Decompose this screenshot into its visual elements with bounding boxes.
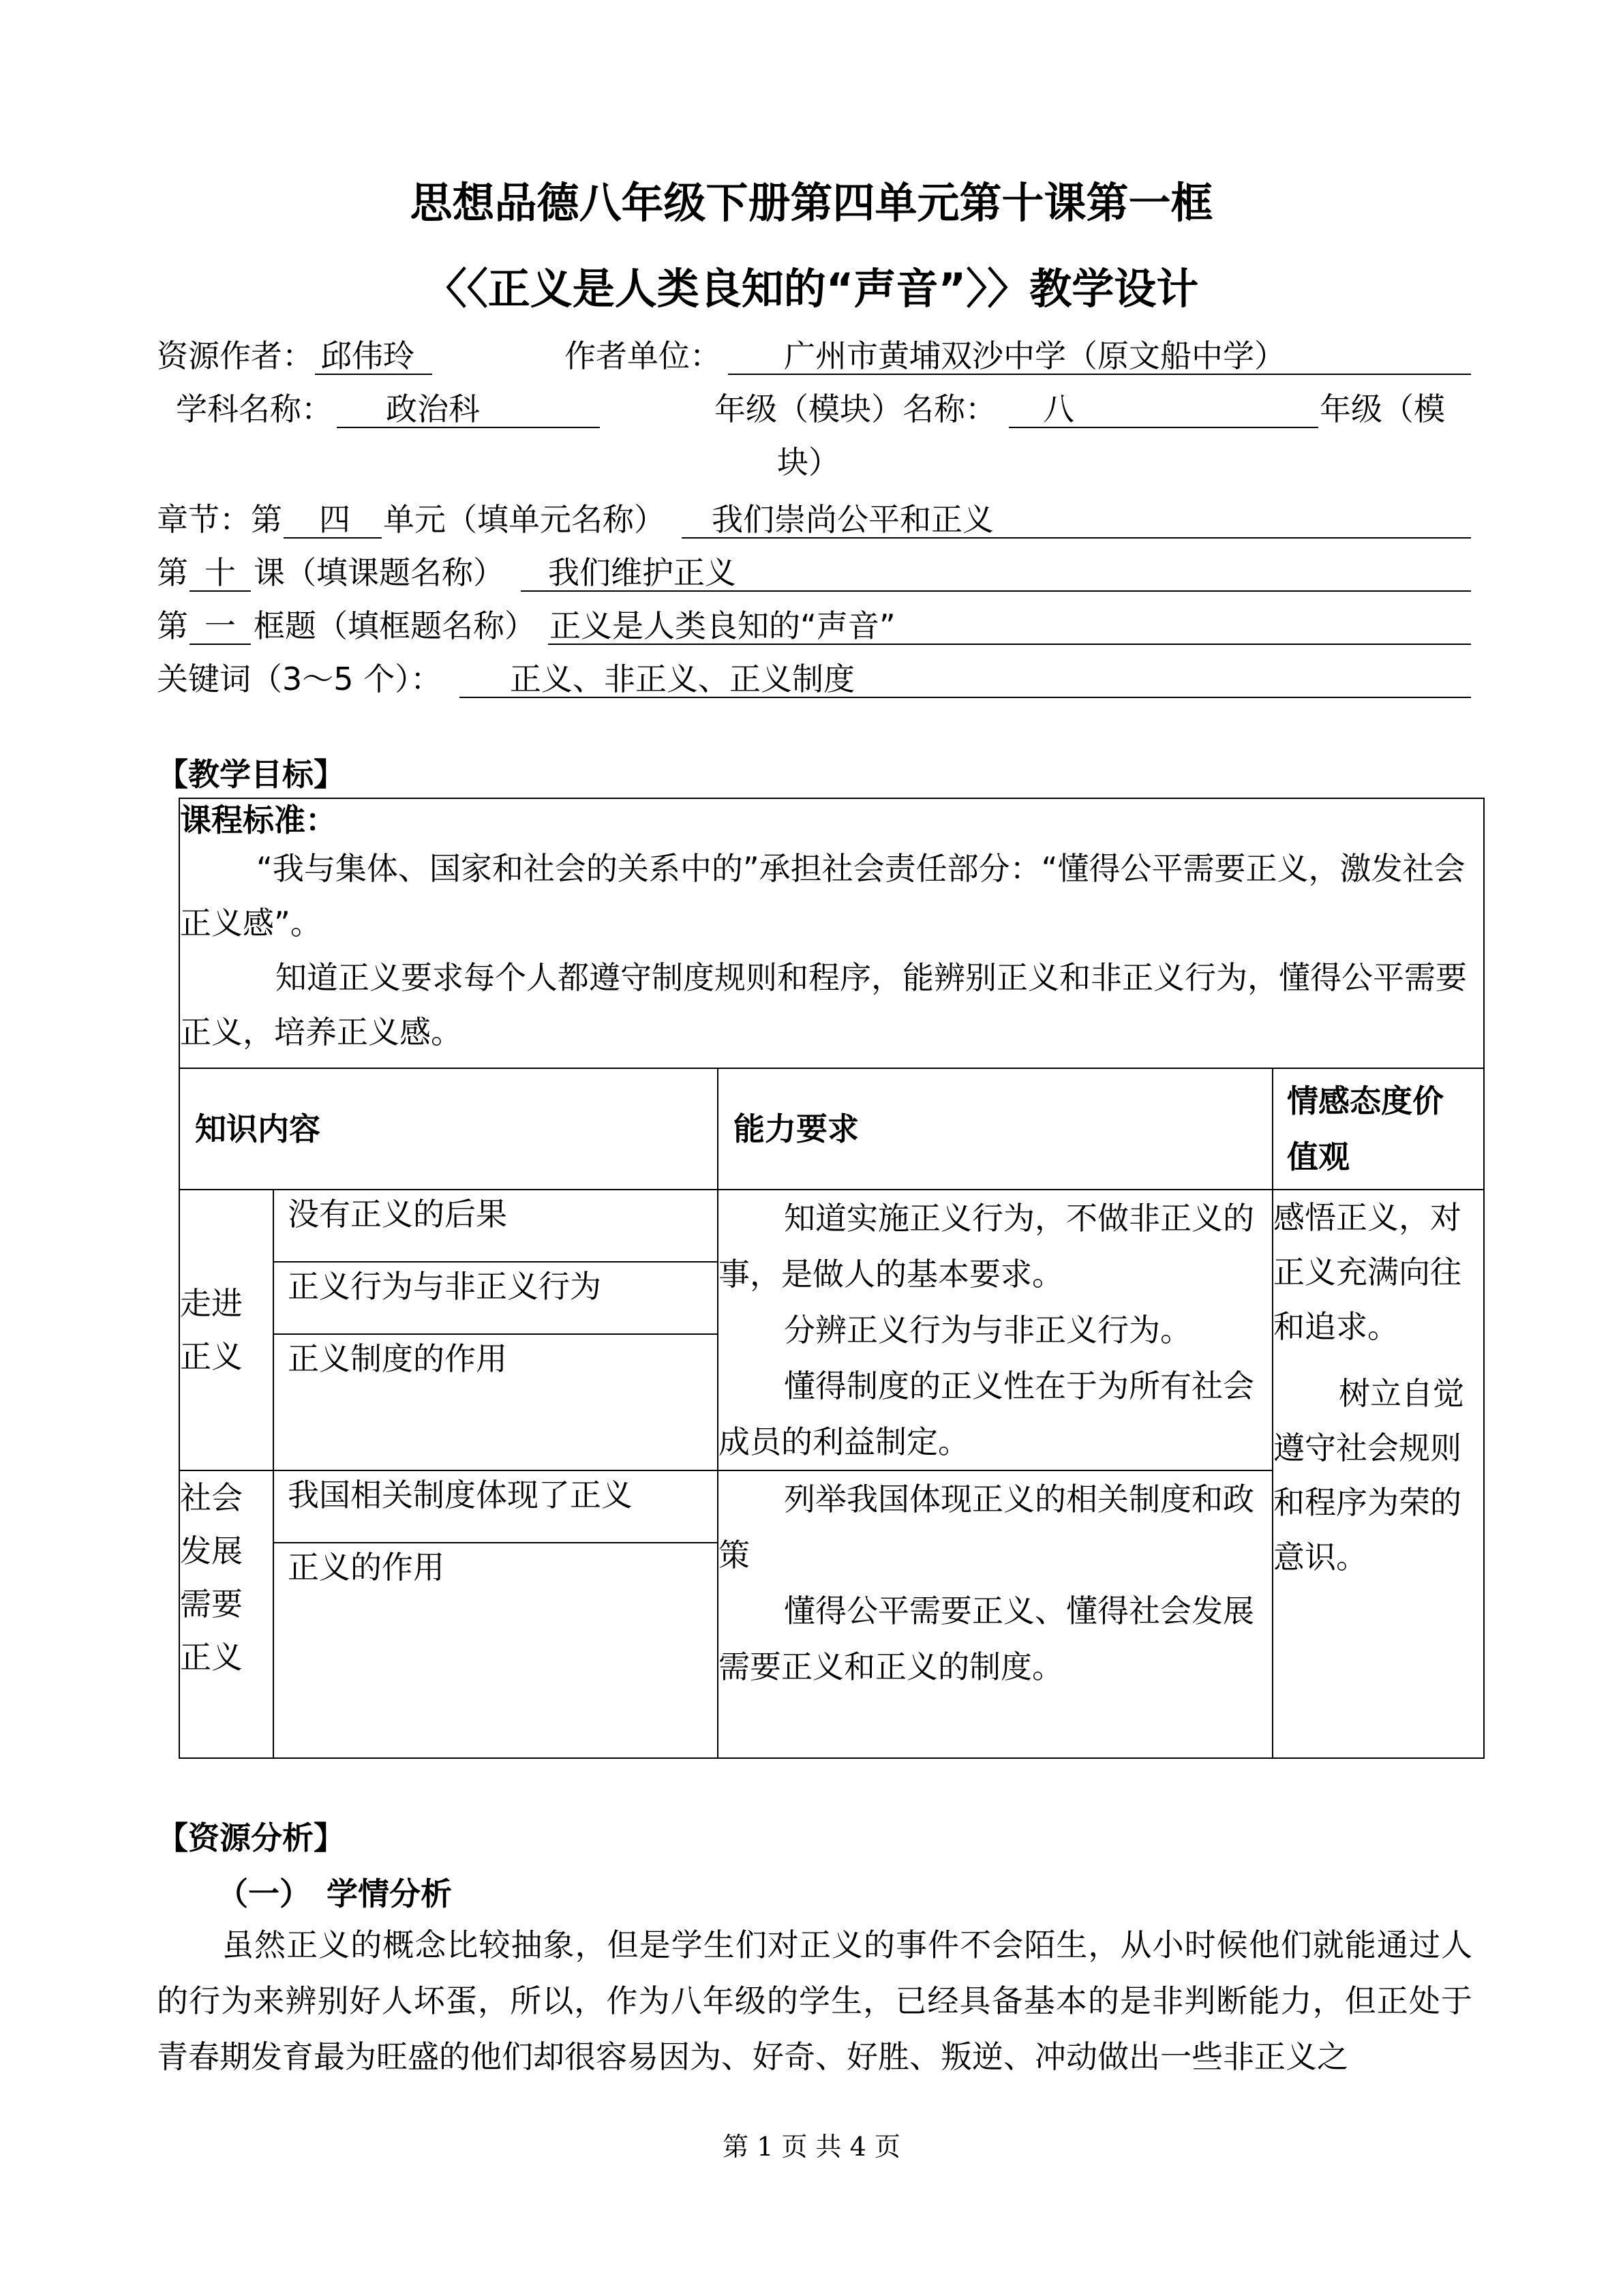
ability-item: 分辨正义行为与非正义行为。	[784, 1312, 1192, 1348]
subject-value: 政治科	[386, 391, 480, 427]
ability-item: 知道实施正义行为，不做非正义的事，是做人的基本要求。	[718, 1200, 1254, 1293]
frame-number-underline	[189, 644, 251, 645]
chapter-name: 我们崇尚公平和正义	[712, 501, 994, 538]
lesson-prefix: 第	[157, 554, 188, 591]
chapter-number-underline	[284, 537, 382, 539]
grade-label: 年级（模块）名称：	[714, 391, 997, 427]
author-label: 资源作者：	[157, 337, 314, 374]
learner-analysis-paragraph: 虽然正义的概念比较抽象，但是学生们对正义的事件不会陌生，从小时候他们就能通过人的行为来辨别好人坏蛋，所以，作为八年级的学生，已经具备基本的是非判断能力，但正处于青春期发育最为旺盛的他们却很容易因为、好奇、好胜、叛逆、冲动做出一些非正义之	[157, 1927, 1472, 2075]
keywords-underline	[459, 697, 1471, 698]
author-underline	[315, 374, 432, 375]
emotion-cell	[1273, 1190, 1484, 1758]
frame-name: 正义是人类良知的“声音”	[549, 607, 896, 644]
emotion-para-2: 树立自觉遵守社会规则和程序为荣的意识。	[1273, 1375, 1464, 1575]
keywords-label: 关键词（3～5 个）：	[157, 661, 442, 697]
knowledge-group-2	[273, 1470, 718, 1758]
topic-group-2: 社会发展需要正义	[179, 1470, 273, 1758]
objectives-heading: 【教学目标】	[157, 756, 345, 793]
chapter-prefix: 章节：第	[157, 501, 282, 538]
curriculum-standard-label: 课程标准：	[180, 802, 337, 839]
document-title-line2: 〈〈正义是人类良知的“声音”〉〉教学设计	[424, 264, 1199, 314]
frame-number: 一	[204, 607, 236, 644]
curriculum-standard-cell	[179, 798, 1484, 1068]
resources-heading: 【资源分析】	[157, 1819, 345, 1856]
header-emotion: 情感态度价值观	[1273, 1068, 1484, 1190]
frame-name-underline	[548, 644, 1471, 645]
lesson-mid: 课（填课题名称）	[254, 554, 504, 591]
frame-mid: 框题（填框题名称）	[254, 607, 536, 644]
header-ability: 能力要求	[718, 1068, 1273, 1190]
knowledge-item: 没有正义的后果	[274, 1190, 717, 1263]
chapter-mid: 单元（填单元名称）	[383, 501, 665, 538]
lesson-number-underline	[189, 590, 251, 592]
lesson-number: 十	[204, 554, 236, 591]
curriculum-standard-para-1: “我与集体、国家和社会的关系中的”承担社会责任部分：“懂得公平需要正义，激发社会正义感”。	[180, 850, 1466, 941]
knowledge-item: 正义行为与非正义行为	[274, 1263, 717, 1335]
knowledge-item: 正义的作用	[288, 1549, 444, 1586]
chapter-name-underline	[682, 537, 1471, 539]
frame-prefix: 第	[157, 607, 188, 644]
ability-item: 列举我国体现正义的相关制度和政策	[718, 1481, 1254, 1573]
chapter-number: 四	[319, 501, 350, 538]
curriculum-standard-para-2: 知道正义要求每个人都遵守制度规则和程序，能辨别正义和非正义行为，懂得公平需要正义，培养正义感。	[180, 959, 1467, 1051]
lesson-name: 我们维护正义	[548, 554, 736, 591]
unit-label: 作者单位：	[564, 337, 721, 374]
header-knowledge: 知识内容	[179, 1068, 718, 1190]
emotion-para-1: 感悟正义，对正义充满向往和追求。	[1273, 1199, 1461, 1345]
knowledge-item: 正义制度的作用	[288, 1340, 507, 1377]
ability-group-1	[718, 1190, 1273, 1470]
unit-value: 广州市黄埔双沙中学（原文船中学）	[784, 337, 1286, 374]
page-footer: 第 1 页 共 4 页	[723, 2132, 900, 2162]
grade-suffix-wrap: 块）	[777, 444, 840, 481]
grade-value: 八	[1043, 391, 1074, 427]
topic-group-1: 走进正义	[179, 1190, 273, 1470]
objectives-table	[179, 798, 1485, 1759]
lesson-name-underline	[521, 590, 1471, 592]
grade-underline	[1009, 427, 1318, 428]
ability-item: 懂得公平需要正义、懂得社会发展需要正义和正义的制度。	[718, 1592, 1254, 1685]
learner-analysis-heading: （一） 学情分析	[217, 1875, 452, 1912]
subject-label: 学科名称：	[176, 391, 333, 427]
ability-group-2	[718, 1470, 1273, 1758]
grade-suffix: 年级（模	[1320, 391, 1445, 427]
knowledge-item: 我国相关制度体现了正义	[274, 1471, 717, 1543]
author-value: 邱伟玲	[320, 337, 414, 374]
knowledge-group-1	[273, 1190, 718, 1470]
unit-underline	[728, 374, 1471, 375]
document-title-line1: 思想品德八年级下册第四单元第十课第一框	[410, 178, 1213, 228]
ability-item: 懂得制度的正义性在于为所有社会成员的利益制定。	[718, 1368, 1254, 1460]
keywords-value: 正义、非正义、正义制度	[510, 661, 855, 697]
subject-underline	[337, 427, 600, 428]
